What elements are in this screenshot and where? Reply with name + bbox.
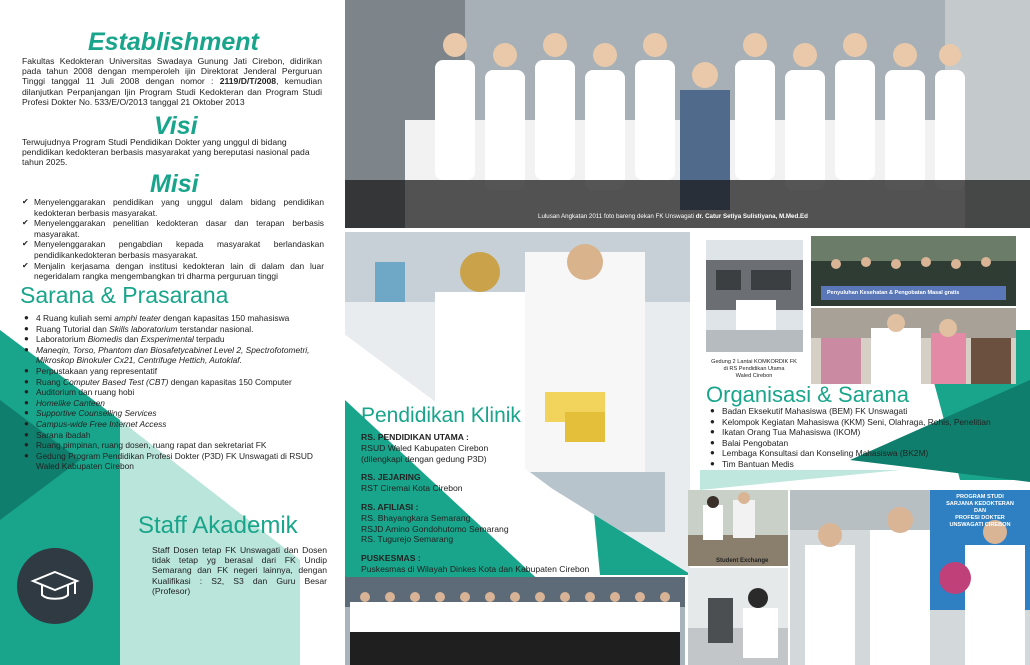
checkmark-icon: ✔ xyxy=(22,239,29,249)
graduation-cap-badge xyxy=(17,548,93,624)
bullet-icon: ● xyxy=(24,418,29,428)
pendidikan-klinik-list xyxy=(361,432,591,575)
bullet-icon: ● xyxy=(24,387,29,397)
bullet-icon: ● xyxy=(24,429,29,439)
organisasi-item: ● Badan Eksekutif Mahasiswa (BEM) FK Unswagati xyxy=(710,406,908,416)
students-group-photo xyxy=(345,577,685,665)
establishment-p1: Fakultas Kedokteran Universitas Swadaya Gunung Jati Cirebon, didirikan pada tahun 2008 dengan memperoleh ijin Direktorat Jenderal Perguruan Tinggi tanggal 11 Juli 2008 dengan nomor : xyxy=(22,56,322,87)
sarana-item: ● Auditorium dan ruang hobi xyxy=(24,387,135,398)
bullet-icon: ● xyxy=(24,334,29,344)
officials-photo xyxy=(790,490,1030,665)
bullet-icon: ● xyxy=(24,450,29,460)
sarana-item: ● Laboratorium Biomedis dan Exsperimental terpadu xyxy=(24,334,225,345)
bullet-icon: ● xyxy=(24,344,29,354)
rs-jejaring-head: RS. JEJARING xyxy=(361,472,421,483)
microscope-photo-art xyxy=(688,568,788,665)
rs-afiliasi-head: RS. AFILIASI : xyxy=(361,501,419,512)
group-photo-caption: Lulusan Angkatan 2011 foto bareng dekan FK Unswagati dr. Catur Setiya Sulistiyana, M.Med.Ed xyxy=(538,213,808,220)
misi-title: Misi xyxy=(150,170,199,198)
rs-pendidikan-utama-head: RS. PENDIDIKAN UTAMA : xyxy=(361,432,469,442)
graduates-group-photo xyxy=(345,0,1030,228)
bullet-icon: ● xyxy=(24,313,29,322)
rs-jejaring-line: RST Ciremai Kota Cirebon xyxy=(361,483,463,494)
misi-item: ✔ Menyelenggarakan pengabdian kepada masyarakat berlandaskan pendidikankedokteran berbasis masyarakat. xyxy=(22,239,324,260)
rs-afiliasi-line: RS. Tugurejo Semarang xyxy=(361,534,454,545)
penyuluhan-banner-text: Penyuluhan Kesehatan & Pengobatan Masal gratis xyxy=(827,290,960,296)
organisasi-item: ● Balai Pengobatan xyxy=(710,437,789,448)
sarana-item: ● Homelike Canteen xyxy=(24,397,105,408)
establishment-p2: , kemudian dilanjutkan Perpanjangan Ijin Program Studi Kedokteran dan Program Studi Profesi Dokter No. 533/E/O/2013 tanggal 21 Oktober 2013 xyxy=(22,76,322,107)
sarana-item: ● Ruang pimpinan, ruang dosen, ruang rapat dan sekretariat FK xyxy=(24,440,267,451)
bullet-icon: ● xyxy=(24,323,29,333)
establishment-permit-number: 2119/D/T/2008 xyxy=(219,76,277,87)
organisasi-title: Organisasi & Sarana xyxy=(706,382,909,407)
bullet-icon: ● xyxy=(24,397,29,407)
misi-item: ✔ Menyelenggarakan penelitian kedokteran dasar dan terapan berbasis masyarakat. xyxy=(22,218,324,239)
sarana-item: ● Supportive Counselling Services xyxy=(24,408,157,419)
sarana-item: ● Campus-wide Free Internet Access xyxy=(24,418,167,429)
sarana-item: ● Sarana ibadah xyxy=(24,429,91,440)
graduation-cap-icon xyxy=(17,548,93,624)
staff-text: Staff Dosen tetap FK Unswagati dan Dosen tidak tetap yg berasal dari FK Undip Semarang dan FK negeri lainnya, dengan Kualifikasi : S2, S3 dan Guru Besar (Profesor) xyxy=(152,545,327,596)
faculty-sign: PROGRAM STUDI SARJANA KEDOKTERAN DAN PROFESI DOKTER UNSWAGATI CIREBON xyxy=(946,494,1014,528)
visi-title: Visi xyxy=(154,112,198,140)
misi-item: ✔ Menyelenggarakan pendidikan yang unggul dalam bidang pendidikan kedokteran berbasis masyarakat. xyxy=(22,197,324,218)
exchange-lab-photo-art xyxy=(688,490,788,566)
microscope-photo xyxy=(688,568,788,665)
visi-text: Terwujudnya Program Studi Pendidikan Dokter yang unggul di bidang pendidikan kedokteran berbasis masyarakat yang bereputasi nasional pada tahun 2025. xyxy=(22,137,310,168)
organisasi-item: ● Kelompok Kegiatan Mahasiswa (KKM) Seni, Olahraga, Rohis, Penelitian xyxy=(710,416,991,427)
rs-pendidikan-utama-line: (dilengkapi dengan gedung P3D) xyxy=(361,453,487,464)
bullet-icon: ● xyxy=(24,440,29,450)
student-exchange-lab-photo xyxy=(688,490,788,566)
puskesmas-line: Puskesmas di Wilayah Dinkes Kota dan Kabupaten Cirebon xyxy=(361,563,590,574)
organisasi-list xyxy=(708,406,993,470)
organisasi-item: ● Ikatan Orang Tua Mahasiswa (IKOM) xyxy=(710,427,861,438)
building-photo-art xyxy=(706,240,803,352)
checkmark-icon: ✔ xyxy=(22,197,29,206)
sarana-item: ● Ruang Tutorial dan Skills laboratorium terstandar nasional. xyxy=(24,323,254,334)
misi-item: ✔ Menjalin kerjasama dengan institusi kedokteran lain di dalam dan luar negeridalam rangka mengembangkan tri dharma perguruan tinggi xyxy=(22,260,324,282)
students-photo-art xyxy=(345,577,685,665)
organisasi-item: ● Lembaga Konsultasi dan Konseling Mahasiswa (BK2M) xyxy=(710,448,929,459)
sarana-list xyxy=(22,313,332,472)
establishment-title: Establishment xyxy=(88,28,259,56)
sarana-item: ● Maneqin, Torso, Phantom dan Biosafetycabinet Level 2, Spectrofotometri, Mikroskop Binokuler Cx21, Centrifuge Hettich, Autoklaf. xyxy=(24,344,310,366)
sarana-item: ● 4 Ruang kuliah semi amphi teater dengan kapasitas 150 mahasiswa xyxy=(24,313,290,323)
sarana-item: ● Ruang Computer Based Test (CBT) dengan kapasitas 150 Computer xyxy=(24,376,292,387)
student-exchange-label: Student Exchange xyxy=(716,558,769,564)
rs-afiliasi-line: RS. Bhayangkara Semarang xyxy=(361,512,471,523)
balai-photo-art xyxy=(811,308,1016,384)
sarana-item: ● Gedung Program Pendidikan Profesi Dokter (P3D) FK Unswagati di RSUD Waled Kabupaten Cirebon xyxy=(24,450,313,472)
sarana-title: Sarana & Prasarana xyxy=(20,282,229,308)
bullet-icon: ● xyxy=(24,408,29,418)
bullet-icon: ● xyxy=(24,376,29,386)
staff-title: Staff Akademik xyxy=(138,512,298,539)
balai-pengobatan-photo xyxy=(811,308,1016,384)
checkmark-icon: ✔ xyxy=(22,218,29,228)
pendidikan-klinik-title: Pendidikan Klinik xyxy=(361,404,521,427)
gedung-caption: Gedung 2 Lantai KOMKORDIK FK di RS Pendidikan Utama Waled Cirebon xyxy=(711,359,797,379)
misi-list xyxy=(20,197,324,282)
bullet-icon: ● xyxy=(24,365,29,375)
checkmark-icon: ✔ xyxy=(22,260,29,270)
rs-afiliasi-line: RSJD Amino Gondohutomo Semarang xyxy=(361,523,509,534)
rs-pendidikan-utama-line: RSUD Waled Kabupaten Cirebon xyxy=(361,442,489,453)
penyuluhan-photo xyxy=(811,236,1016,306)
organisasi-item: ● Tim Bantuan Medis xyxy=(710,458,794,469)
puskesmas-head: PUSKESMAS : xyxy=(361,553,421,564)
establishment-text xyxy=(22,56,322,107)
sarana-item: ● Perpustakaan yang representatif xyxy=(24,365,158,376)
gedung-komkordik-photo xyxy=(706,240,803,352)
group-photo-art xyxy=(345,0,1030,228)
